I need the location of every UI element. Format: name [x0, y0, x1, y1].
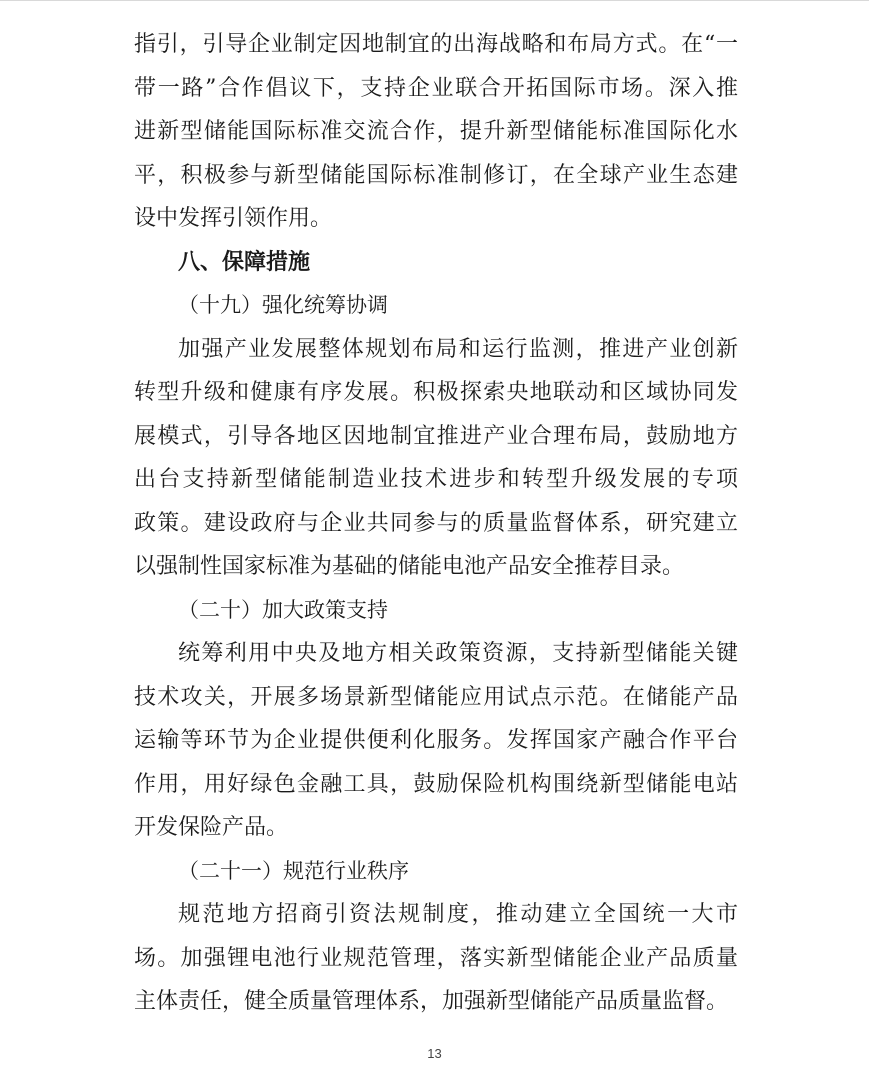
- paragraph-line: 运输等环节为企业提供便利化服务。发挥国家产融合作平台: [134, 728, 738, 753]
- paragraph-line: 带一路”合作倡议下，支持企业联合开拓国际市场。深入推: [134, 75, 738, 101]
- paragraph-line: 场。加强锂电池行业规范管理，落实新型储能企业产品质量: [134, 945, 738, 971]
- paragraph-line: 主体责任，健全质量管理体系，加强新型储能产品质量监督。: [134, 989, 729, 1014]
- paragraph-line: 统筹利用中央及地方相关政策资源，支持新型储能关键: [178, 641, 738, 666]
- document-page: [134, 23, 738, 1024]
- paragraph-line: 规范地方招商引资法规制度，推动建立全国统一大市: [178, 902, 738, 927]
- section-heading: 八、保障措施: [178, 249, 311, 275]
- paragraph-19: [134, 328, 738, 589]
- paragraph-line: 指引，引导企业制定因地制宜的出海战略和布局方式。在“一: [134, 32, 738, 57]
- paragraph-line: 进新型储能国际标准交流合作，提升新型储能标准国际化水: [134, 119, 738, 144]
- paragraph-line: 平，积极参与新型储能国际标准制修订，在全球产业生态建: [134, 162, 738, 188]
- paragraph-20: [134, 632, 738, 850]
- paragraph-continued: [134, 23, 738, 241]
- top-rule: [0, 0, 869, 1]
- paragraph-line: 加强产业发展整体规划布局和运行监测，推进产业创新: [178, 336, 738, 362]
- subsection-heading-19: （十九）强化统筹协调: [178, 293, 388, 317]
- paragraph-21: [134, 893, 738, 1024]
- paragraph-line: 设中发挥引领作用。: [134, 206, 333, 231]
- paragraph-line: 以强制性国家标准为基础的储能电池产品安全推荐目录。: [134, 554, 685, 579]
- paragraph-line: 政策。建设政府与企业共同参与的质量监督体系，研究建立: [134, 510, 738, 536]
- subsection-heading-20: （二十）加大政策支持: [178, 597, 388, 622]
- paragraph-line: 出台支持新型储能制造业技术进步和转型升级发展的专项: [134, 467, 738, 492]
- page-number: 13: [427, 1046, 442, 1061]
- paragraph-line: 转型升级和健康有序发展。积极探索央地联动和区域协同发: [134, 380, 738, 405]
- paragraph-line: 开发保险产品。: [134, 815, 289, 840]
- paragraph-line: 作用，用好绿色金融工具，鼓励保险机构围绕新型储能电站: [134, 771, 738, 797]
- paragraph-line: 技术攻关，开展多场景新型储能应用试点示范。在储能产品: [134, 684, 738, 710]
- paragraph-line: 展模式，引导各地区因地制宜推进产业合理布局，鼓励地方: [134, 423, 738, 449]
- subsection-heading-21: （二十一）规范行业秩序: [178, 858, 409, 883]
